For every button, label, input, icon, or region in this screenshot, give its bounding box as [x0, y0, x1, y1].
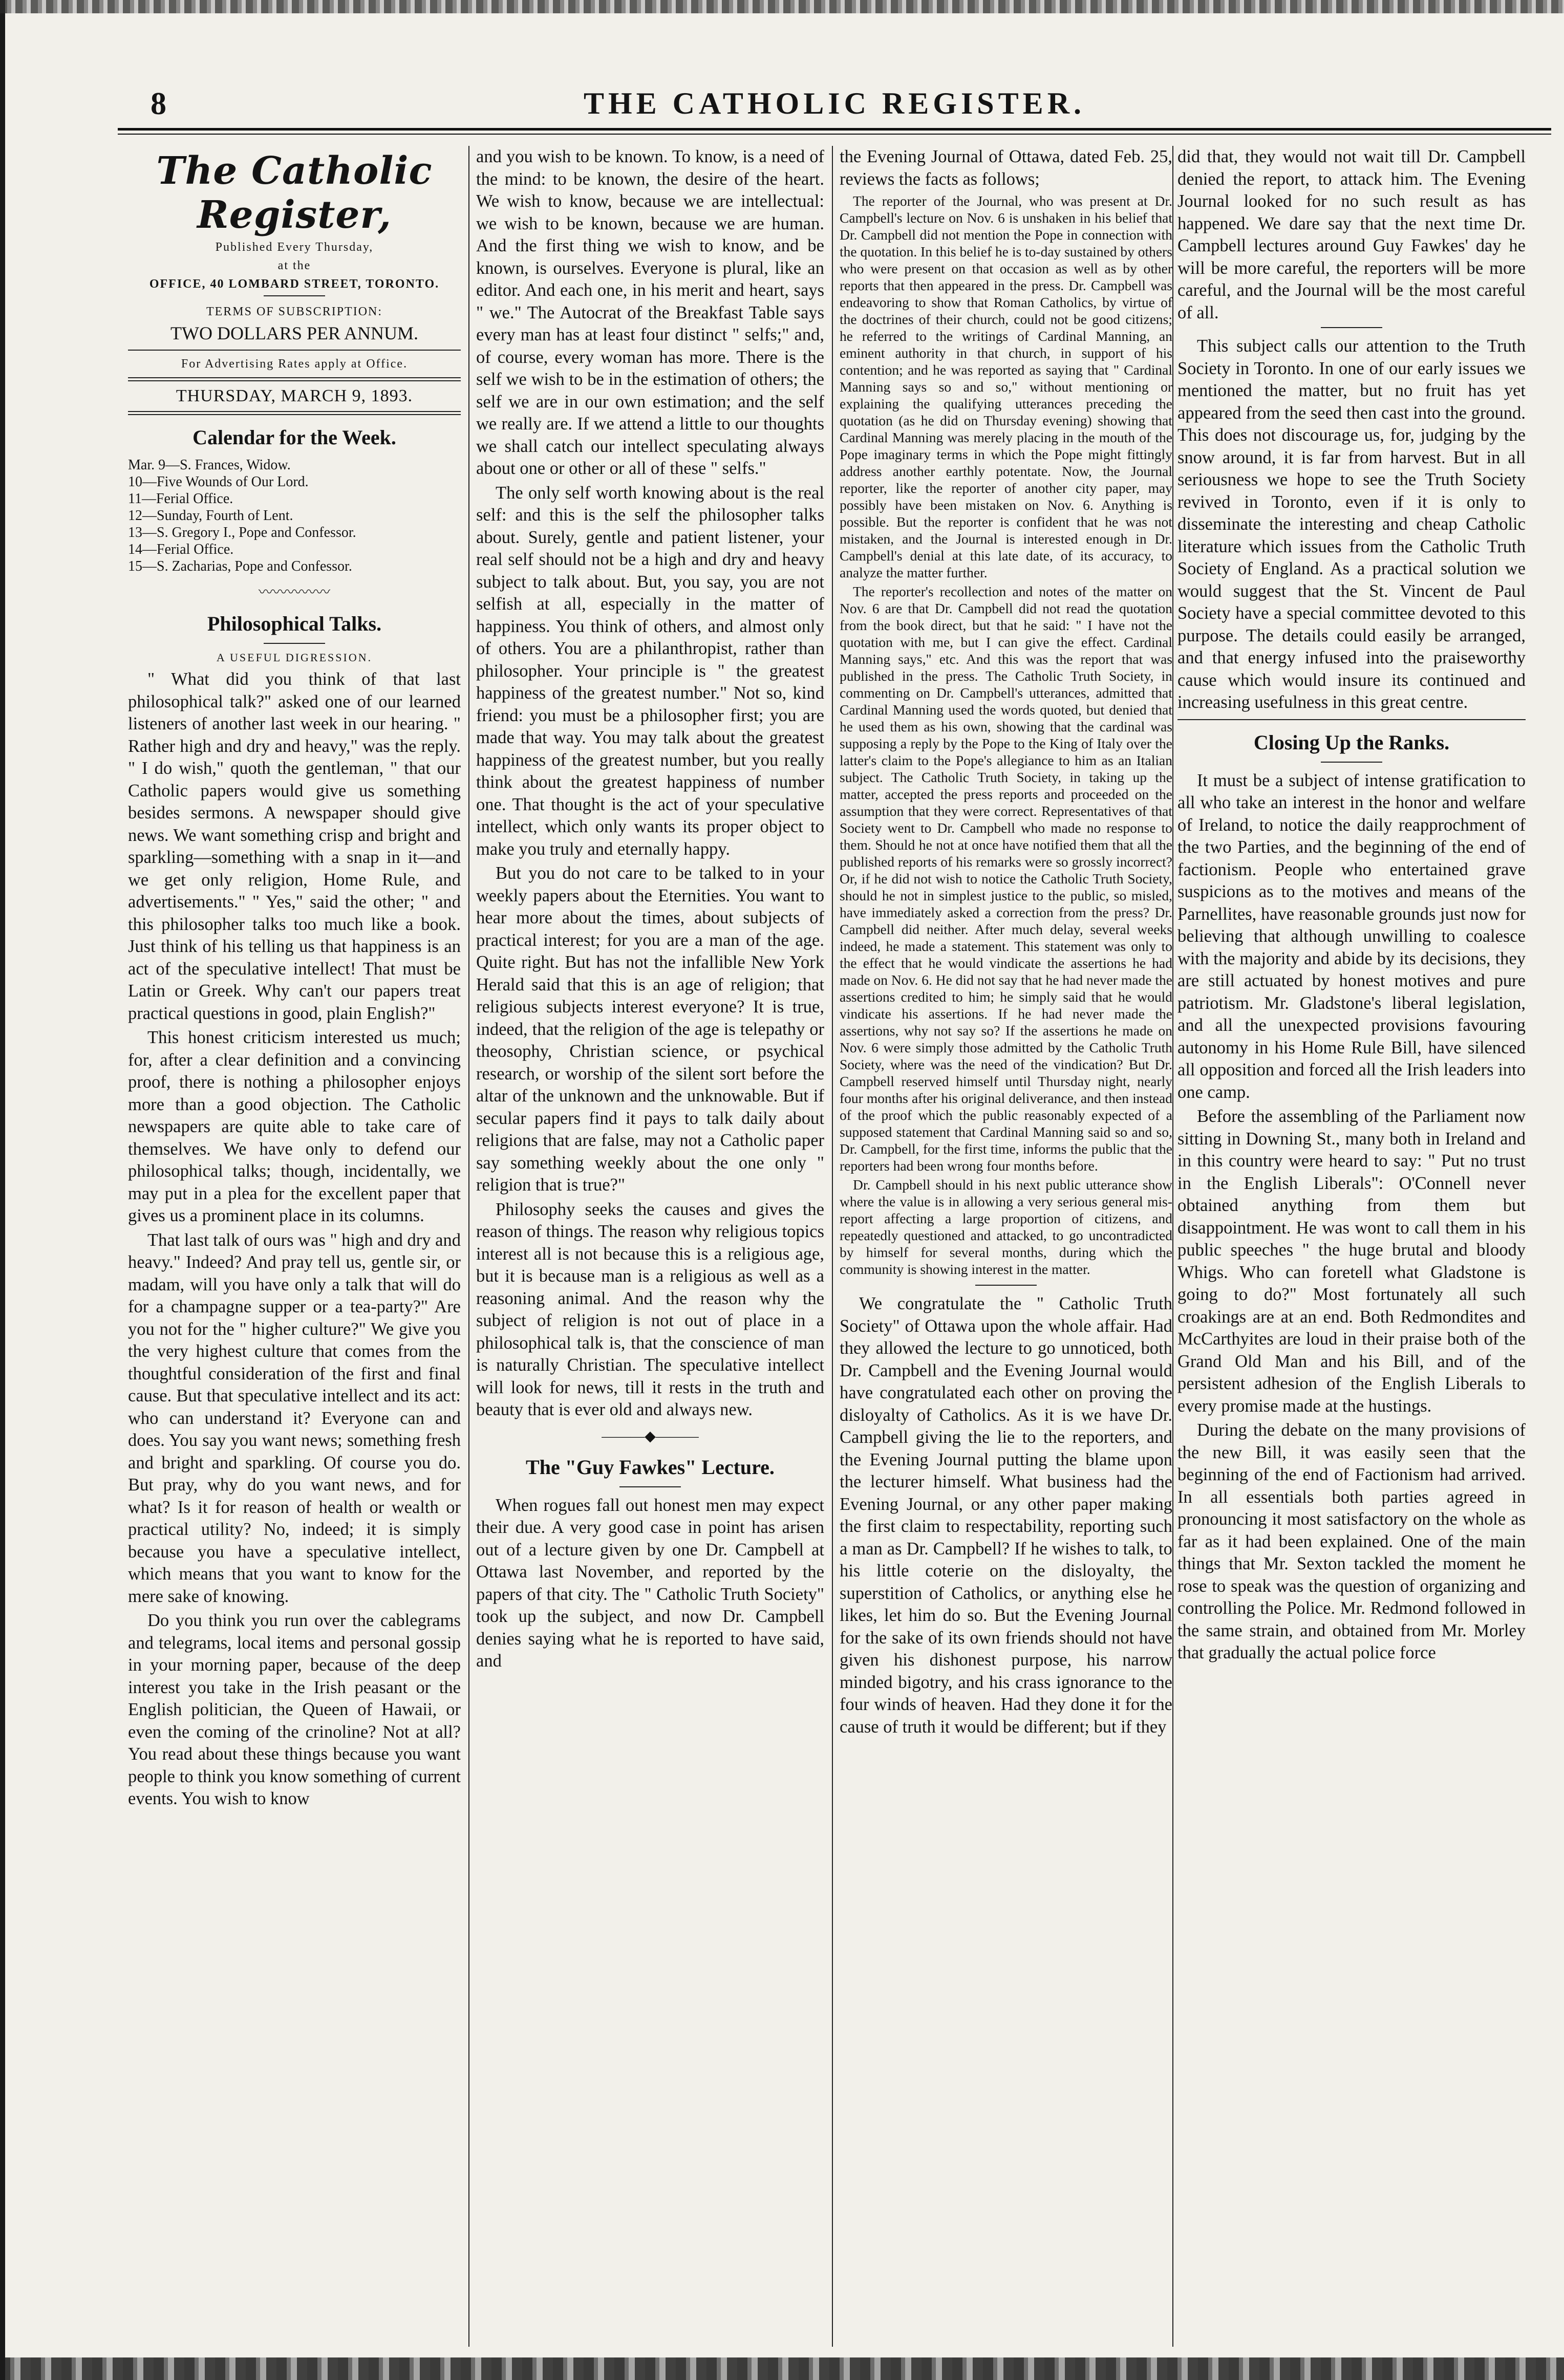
- calendar-entry: 12—Sunday, Fourth of Lent.: [128, 508, 293, 524]
- office-address: OFFICE, 40 LOMBARD STREET, TORONTO.: [149, 277, 440, 291]
- paragraph: did that, they would not wait till Dr. Campbell denied the report, to attack him. The Evening Journal looked for no such result as has happened. We dare say that the next time Dr. Campbell lectures around Guy Fawkes' day he will be more careful, the reporters will be more careful, and the Journal will be the most careful of all.: [1177, 147, 1526, 322]
- paragraph: When rogues fall out honest men may expect their due. A very good case in point has arisen out of a lecture given by one Dr. Campbell at Ottawa last November, and reported by the papers of that city. The " Catholic Truth Society" took up the subject, and now Dr. Campbell denies saying what he is reported to have said, and: [476, 1495, 824, 1671]
- calendar-entry: 14—Ferial Office.: [128, 542, 234, 557]
- ornament-rule: 〰〰〰〰〰: [258, 585, 330, 600]
- calendar-entry: 13—S. Gregory I., Pope and Confessor.: [128, 525, 356, 540]
- terms-label: TERMS OF SUBSCRIPTION:: [206, 305, 383, 318]
- column-rule: [468, 146, 469, 2347]
- calendar-entry: Mar. 9—S. Frances, Widow.: [128, 457, 291, 473]
- paragraph: Do you think you run over the cablegrams and telegrams, local items and personal gossip in your morning paper, because of the deep interest you take in the Irish peasant or the English politician, the Queen of Hawaii, or even the coming of the crinoline? Not at all? You read about these things because you want people to think you know something of current events. You wish to know: [128, 1611, 461, 1808]
- article-heading: Closing Up the Ranks.: [1253, 730, 1450, 754]
- paragraph: This subject calls our attention to the Truth Society in Toronto. In one of our early issues we mentioned the matter, but no fruit has yet appeared from the seed then cast into the ground. This does not discourage us, for, judging by the snow around, it is far from harvest. But in all seriousness we hope to see the Truth Society revived in Toronto, even if it is only to disseminate the interesting and cheap Catholic literature which issues from the Catholic Truth Society of England. As a practical solution we would suggest that the St. Vincent de Paul Society have a special committee devoted to this purpose. The details could easily be arranged, and that energy infused into the praiseworthy cause which would insure its continued and increasing usefulness in this great centre.: [1177, 336, 1526, 712]
- paragraph: the Evening Journal of Ottawa, dated Feb. 25, reviews the facts as follows;: [840, 147, 1172, 189]
- quoted-paragraph: The reporter of the Journal, who was present at Dr. Campbell's lecture on Nov. 6 is unshaken in his belief that Dr. Campbell did not mention the Pope in connection with the quotation. In this belief he is to-day sustained by others who were present on that occasion as well as by other reports that then appeared in the press. Dr. Campbell was endeavoring to show that Roman Catholics, by virtue of the doctrines of their church, could not be good citizens; he referred to the writings of Cardinal Manning, an eminent authority in that church, in support of his contention; and he was reported as saying that " Cardinal Manning says so and so," without mentioning or explaining the qualifying utterances preceding the quotation (as he did on Thursday evening) showing that Cardinal Manning was merely placing in the mouth of the Pope imaginary terms in which the Pope might fittingly address another earthly potentate. Now, the Journal reporter, like the reporter of another city paper, may possibly have been mistaken on Nov. 6. Anything is possible. But the reporter is confident that he was not mistaken, and the Journal is interested enough in Dr. Campbell's denial at this late date, of its accuracy, to analyze the matter further.: [840, 193, 1172, 580]
- column-3: [840, 146, 1172, 2347]
- paragraph: But you do not care to be talked to in your weekly papers about the Eternities. You want to hear more about the times, about subjects of practical interest; for you are a man of the age. Quite right. But has not the infallible New York Herald said that this is an age of religion; that religious subjects interest everyone? It is true, indeed, that the religion of the age is telepathy or theosophy, Christian science, or psychical research, or worship of the silent sort before the altar of the unknown and the unknowable. But if secular papers find it pays to talk daily about religions that are false, may not a Catholic paper say something weekly about the one only " religion that is true?": [476, 863, 824, 1195]
- quoted-extract: [840, 192, 1172, 1278]
- paragraph: We congratulate the " Catholic Truth Society" of Ottawa upon the whole affair. Had they allowed the lecture to go unnoticed, both Dr. Campbell and the Evening Journal would have congratulated each other on proving the disloyalty of Catholics. As it is we have Dr. Campbell giving the lie to the reporters, and the Evening Journal putting the blame upon the lecturer himself. What business had the Evening Journal, or any other paper making the first claim to respectability, reporting such a man as Dr. Campbell? If he wishes to talk, to his little coterie on the disloyalty, the superstition of Catholics, or anything else he likes, let him do so. But the Evening Journal for the sake of its own friends should not have given his dishonest purpose, his narrow minded bigotry, and his crass ignorance to the four winds of heaven. Had they done it for the cause of truth it would be different; but if they: [840, 1294, 1172, 1737]
- calendar-entry: 15—S. Zacharias, Pope and Confessor.: [128, 558, 352, 574]
- paragraph: During the debate on the many provisions of the new Bill, it was easily seen that the beginning of the end of Factionism had arrived. In all essentials both parties agreed in pronouncing it most satisfactory on the whole as far as it had been explained. One of the main things that Mr. Sexton tackled the moment he rose to speak was the question of organizing and controlling the Police. Mr. Redmond followed in the same strain, and obtained from Mr. Morley that gradually the actual police force: [1177, 1420, 1526, 1662]
- masthead-rule: [118, 128, 1551, 135]
- ornament-rule: ―――◆―――: [602, 1428, 699, 1444]
- column-rule: [832, 146, 833, 2347]
- paragraph: Before the assembling of the Parliament now sitting in Downing St., many both in Ireland and in this country were heard to say: " Put no trust in the English Liberals": O'Connell never obtained anything from them but disappointment. He was wont to call them in his public speeches " the huge brutal and bloody Whigs. Who can foretell what Gladstone is going to do?" Most fortunately all such croakings are at an end. Both Redmondites and McCarthyites are loud in their praise both of the Grand Old Man and his Bill, and of the persistent adhesion of the English Liberals to every promise made at the hustings.: [1177, 1107, 1526, 1416]
- column-4: [1177, 146, 1526, 2347]
- advertising-note: For Advertising Rates apply at Office.: [181, 357, 408, 371]
- calendar-entry: 10—Five Wounds of Our Lord.: [128, 474, 309, 490]
- calendar-list: [128, 457, 461, 575]
- scan-edge: [0, 0, 5, 2380]
- paper-nameplate: The Catholic Register,: [156, 149, 433, 237]
- at-the-note: at the: [277, 259, 311, 272]
- running-title: THE CATHOLIC REGISTER.: [583, 86, 1086, 120]
- paragraph: The only self worth knowing about is the real self: and this is the self the philosopher talks about. Surely, gentle and patient listener, your real self should not be a high and dry and heavy subject to talk about. But, you say, you are not selfish at all, especially in the matter of happiness. You think of others, and almost only of others. You are a philanthropist, rather than philosopher. Your principle is " the greatest happiness of the greatest number." Not so, kind friend: you must be a philosopher first; you are made that way. You may talk about the greatest happiness of the greatest number, but you really think about the greatest happiness of number one. That thought is the act of your speculative intellect, which only wants its proper object to make you truly and eternally happy.: [476, 483, 824, 859]
- column-1: [128, 146, 461, 2347]
- masthead: [118, 86, 1551, 122]
- column-rule: [1172, 146, 1173, 2347]
- paragraph: Philosophy seeks the causes and gives the reason of things. The reason why religious topics interest all is not because this is a religious age, but it is because man is a religious as well as a reasoning animal. And the reason why the subject of religion is not out of place in a philosophical talk is, that the conscience of man is naturally Christian. The speculative intellect will look for news, till it rests in the truth and beauty that is ever old and always new.: [476, 1199, 824, 1419]
- article-heading: The "Guy Fawkes" Lecture.: [526, 1455, 775, 1479]
- paragraph: This honest criticism interested us much; for, after a clear definition and a convincing proof, there is nothing a philosopher enjoys more than a good objection. The Catholic newspapers are quite able to take care of themselves. We have only to defend our philosophical talks; though, incidentally, we may put in a plea for the excellent paper that gives us a prominent place in its columns.: [128, 1028, 461, 1225]
- paragraph: That last talk of ours was " high and dry and heavy." Indeed? And pray tell us, gentle sir, or madam, will you have only a talk that will do for a champagne supper or a tea-party?" Are you not for the " higher culture?" We give you the very highest culture that comes from the thoughtful consideration of the first and final cause. But that speculative intellect and its act: who can understand it? Everyone can and does. You say you want news; something fresh and bright and sparkling. Of course you do. But pray, why do you want news, and for what? Is it for reason of health or wealth or practical utility? No, indeed; it is simply because you have a speculative intellect, which means that you want to know for the mere sake of knowing.: [128, 1230, 461, 1606]
- quoted-paragraph: The reporter's recollection and notes of the matter on Nov. 6 are that Dr. Campbell did not read the quotation from the book direct, but that he said: " I have not the quotation with me, but I can give the effect. Cardinal Manning says," etc. And this was the report that was published in the press. The Catholic Truth Society, in commenting on Dr. Campbell's utterances, admitted that Cardinal Manning used the words quoted, but denied that he used them as his own, showing that the cardinal was supposing a reply by the Pope to the King of Italy over the latter's claim to the Pope's allegiance to him as an Italian subject. The Catholic Truth Society, in taking up the matter, accepted the press reports and proceeded on the assumption that they were correct. Representatives of that Society went to Dr. Campbell who made no response to them. Should he not at once have notified them that all the published reports of his remarks were so grossly incorrect? Or, if he did not wish to notice the Catholic Truth Society, should he not in simplest justice to the public, so misled, have immediately asked a correction from the press? Dr. Campbell did neither. After much delay, several weeks indeed, he made a statement. This statement was only to the effect that he would vindicate the assertions he had made on Nov. 6. He did not say that he had never made the assertions credited to him; he simply said that he would vindicate his assertions. If he had never made the assertions, why not say so? If the assertions he made on Nov. 6 were simply those admitted by the Catholic Truth Society, where was the need of the vindication? But Dr. Campbell reserved himself until Thursday night, nearly four months after his original deliverance, and then instead of the proof which the public reasonably expected of a supposed statement that Cardinal Manning said so and so, Dr. Campbell, for the first time, informs the public that the reporters had been wrong four months before.: [840, 583, 1172, 1174]
- scan-top-border: [0, 0, 1564, 13]
- scan-bottom-border: [0, 2357, 1564, 2380]
- paragraph: " What did you think of that last philosophical talk?" asked one of our learned listeners of another last week in our hearing. " Rather high and dry and heavy," was the reply. " I do wish," quoth the gentleman, " that our Catholic papers would give us something besides sermons. A newspaper should give news. We want something crisp and bright and sparkling—something with a snap in it—and we get only religion, Home Rule, and advertisements." " Yes," said the other; " and this philosopher talks too much like a book. Just think of his telling us that happiness is an act of the speculative intellect! That must be Latin or Greek. Why can't our papers treat practical questions in good, plain English?": [128, 669, 461, 1023]
- quoted-paragraph: Dr. Campbell should in his next public utterance show where the value is in allowing a very serious general mis-report affecting a large proportion of citizens, and repeatedly questioned and attacked, to go uncontradicted by himself for several months, during which the community is showing interest in the matter.: [840, 1177, 1172, 1277]
- subscription-price: TWO DOLLARS PER ANNUM.: [170, 323, 418, 343]
- issue-date: THURSDAY, MARCH 9, 1893.: [176, 386, 413, 405]
- calendar-entry: 11—Ferial Office.: [128, 491, 233, 507]
- page-number: 8: [151, 86, 166, 121]
- article-heading: Philosophical Talks.: [207, 612, 382, 635]
- article-subheading: A USEFUL DIGRESSION.: [216, 651, 373, 664]
- paragraph: and you wish to be known. To know, is a need of the mind: to be known, the desire of the heart. We wish to know, because we are intellectual: we wish to be known, because we are human. And the first thing we wish to know, and be known, is ourselves. Everyone is plural, like an editor. And each one, in his merit and heart, says " we." The Autocrat of the Breakfast Table says every man has at least four distinct " selfs;" and, of course, every woman has more. There is the self we wish to be in the estimation of others; the self we are in our own estimation; and the self we really are. If we attend a little to our thoughts we shall catch our intellect speculating always about one or other or all of these " selfs.": [476, 147, 824, 478]
- calendar-heading: Calendar for the Week.: [192, 426, 396, 449]
- paragraph: It must be a subject of intense gratification to all who take an interest in the honor and welfare of Ireland, to notice the daily reapprochment of the two Parties, and the beginning of the end of factionism. People who entertained grave suspicions as to the motives and means of the Parnellites, have reasonable grounds just now for believing that although unwilling to coalesce with the majority and abide by its decisions, they are still actuated by honest motives and pure patriotism. Mr. Gladstone's liberal legislation, and all the unexpected provisions favouring autonomy in his Home Rule Bill, have silenced all opposition and forced all the Irish leaders into one camp.: [1177, 770, 1526, 1102]
- column-2: [476, 146, 824, 2347]
- publication-note: Published Every Thursday,: [215, 241, 374, 254]
